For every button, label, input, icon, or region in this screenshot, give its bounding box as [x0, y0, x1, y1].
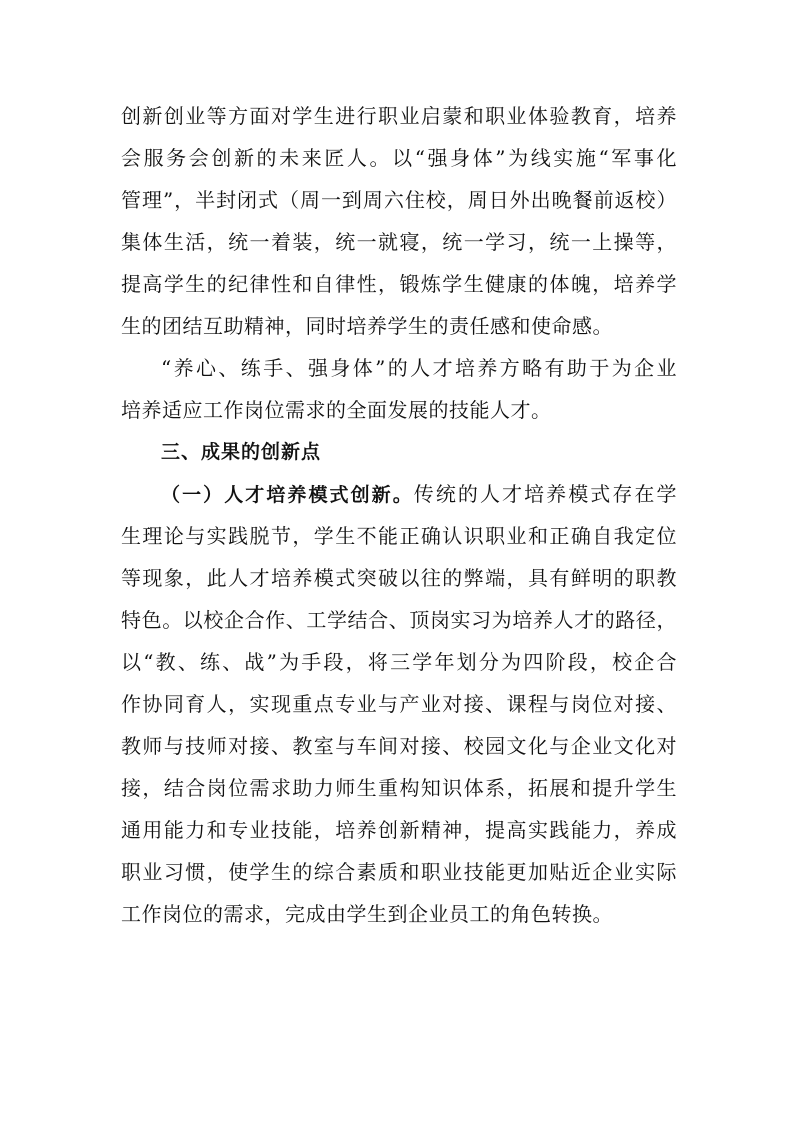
- paragraph-line: 创新创业等方面对学生进行职业启蒙和职业体验教育，培养: [121, 104, 677, 128]
- paragraph-line: 生理论与实践脱节，学生不能正确认识职业和正确自我定位: [121, 524, 677, 548]
- paragraph-line: 工作岗位的需求，完成由学生到企业员工的角色转换。: [121, 902, 613, 926]
- paragraph-line: 集体生活，统一着装，统一就寝，统一学习，统一上操等，: [121, 230, 677, 254]
- paragraph-line-rest: 传统的人才培养模式存在学: [413, 482, 677, 506]
- paragraph-first-line: [121, 473, 677, 515]
- paragraph-line: 通用能力和专业技能，培养创新精神，提高实践能力，养成: [121, 818, 677, 842]
- paragraph-line: 特色。以校企合作、工学结合、顶岗实习为培养人才的路径，: [121, 608, 677, 632]
- paragraph-line: 接，结合岗位需求助力师生重构知识体系，拓展和提升学生: [121, 776, 677, 800]
- paragraph-line: “养心、练手、强身体”的人才培养方略有助于为企业: [161, 356, 677, 380]
- document-body: [121, 95, 677, 935]
- paragraph-line: 生的团结互助精神，同时培养学生的责任感和使命感。: [121, 314, 613, 338]
- paragraph-line: 职业习惯，使学生的综合素质和职业技能更加贴近企业实际: [121, 860, 677, 884]
- paragraph-line: 教师与技师对接、教室与车间对接、校园文化与企业文化对: [121, 734, 677, 758]
- paragraph-line: 以“教、练、战”为手段，将三学年划分为四阶段，校企合: [121, 650, 677, 674]
- paragraph-line: 管理”，半封闭式（周一到周六住校，周日外出晚餐前返校）: [121, 188, 677, 212]
- paragraph-line: 等现象，此人才培养模式突破以往的弊端，具有鲜明的职教: [121, 566, 677, 590]
- paragraph-line: 培养适应工作岗位需求的全面发展的技能人才。: [121, 398, 552, 422]
- subsection-lead: （一）人才培养模式创新。: [161, 484, 414, 506]
- section-heading: 三、成果的创新点: [161, 441, 322, 463]
- paragraph-line: 作协同育人，实现重点专业与产业对接、课程与岗位对接、: [121, 692, 677, 716]
- paragraph-line: 会服务会创新的未来匠人。以“强身体”为线实施“军事化: [121, 146, 677, 170]
- paragraph-line: 提高学生的纪律性和自律性，锻炼学生健康的体魄，培养学: [121, 272, 677, 296]
